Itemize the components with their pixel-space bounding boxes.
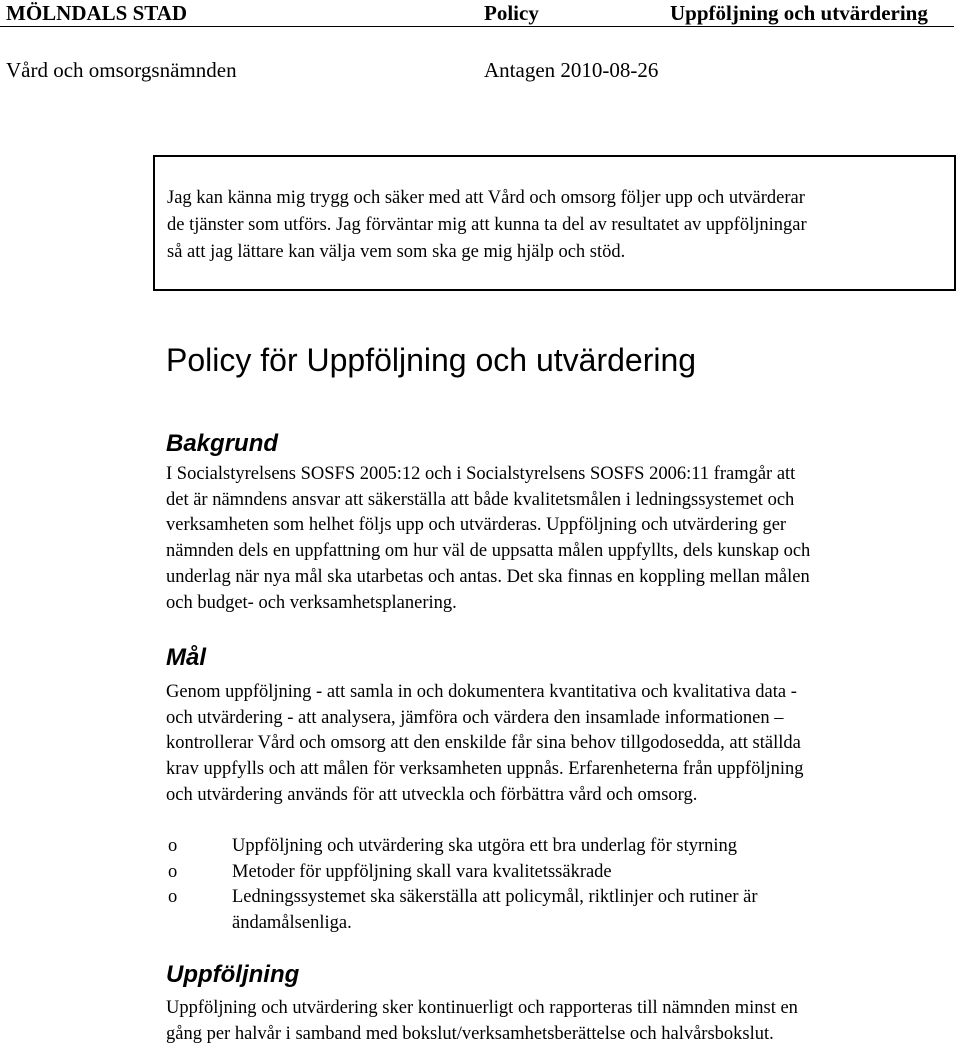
bullet-marker: o [168,861,178,882]
quote-line: så att jag lättare kan välja vem som ska ge mig hjälp och stöd. [167,242,626,262]
text-line: och utvärdering används för att utveckla och förbättra vård och omsorg. [166,784,698,805]
section-heading-bakgrund: Bakgrund [166,430,279,457]
list-item-text: Ledningssystemet ska säkerställa att policymål, riktlinjer och rutiner är [232,887,758,908]
quote-box [153,155,956,291]
list-item-text: ändamålsenliga. [232,913,352,934]
header-divider [0,26,954,27]
paragraph-mal [166,680,956,809]
quote-text [167,185,947,266]
text-line: krav uppfylls och att målen för verksamheten uppnås. Erfarenheterna från uppföljning [166,759,804,780]
board-name: Vård och omsorgsnämnden [6,58,237,82]
text-line: och budget- och verksamhetsplanering. [166,592,457,613]
text-line: verksamheten som helhet följs upp och utvärderas. Uppföljning och utvärdering ger [166,515,787,536]
text-line: kontrollerar Vård och omsorg att den enskilde får sina behov tillgodosedda, att ställda [166,733,801,754]
page-title: Policy för Uppföljning och utvärdering [166,342,697,378]
org-name: MÖLNDALS STAD [6,1,188,25]
list-item [166,885,956,936]
text-line: och utvärdering - att analysera, jämföra och värdera den insamlade informationen – [166,707,784,728]
list-item [166,860,956,886]
bullet-marker: o [168,887,178,908]
list-item [166,834,956,860]
adopted-date: Antagen 2010-08-26 [484,58,659,82]
text-line: nämnden dels en uppfattning om hur väl de uppsatta målen uppfyllts, dels kunskap och [166,541,811,562]
text-line: det är nämndens ansvar att säkerställa att både kvalitetsmålen i ledningssystemet och [166,489,795,510]
text-line: underlag när nya mål ska utarbetas och antas. Det ska finnas en koppling mellan målen [166,566,810,587]
section-heading-uppfoljning: Uppföljning [166,961,300,988]
text-line: I Socialstyrelsens SOSFS 2005:12 och i Socialstyrelsens SOSFS 2006:11 framgår att [166,464,796,484]
bullet-marker: o [168,836,178,856]
doc-type: Policy [484,1,539,25]
list-item-text: Uppföljning och utvärdering ska utgöra ett bra underlag för styrning [232,836,738,856]
text-line: gång per halvår i samband med bokslut/verksamhetsberättelse och halvårsbokslut. [166,1023,774,1044]
text-line: Uppföljning och utvärdering sker kontinuerligt och rapporteras till nämnden minst en [166,998,798,1018]
text-line: Genom uppföljning - att samla in och dokumentera kvantitativa och kvalitativa data - [166,682,797,702]
paragraph-bakgrund [166,462,956,616]
section-heading-mal: Mål [166,644,207,671]
doc-title: Uppföljning och utvärdering [670,1,928,25]
paragraph-uppfoljning [166,996,956,1047]
list-item-text: Metoder för uppföljning skall vara kvalitetssäkrade [232,861,612,882]
quote-line: de tjänster som utförs. Jag förväntar mig att kunna ta del av resultatet av uppföljningar [167,215,807,235]
bullet-list [166,834,956,937]
quote-line: Jag kan känna mig trygg och säker med att Vård och omsorg följer upp och utvärderar [167,188,805,208]
